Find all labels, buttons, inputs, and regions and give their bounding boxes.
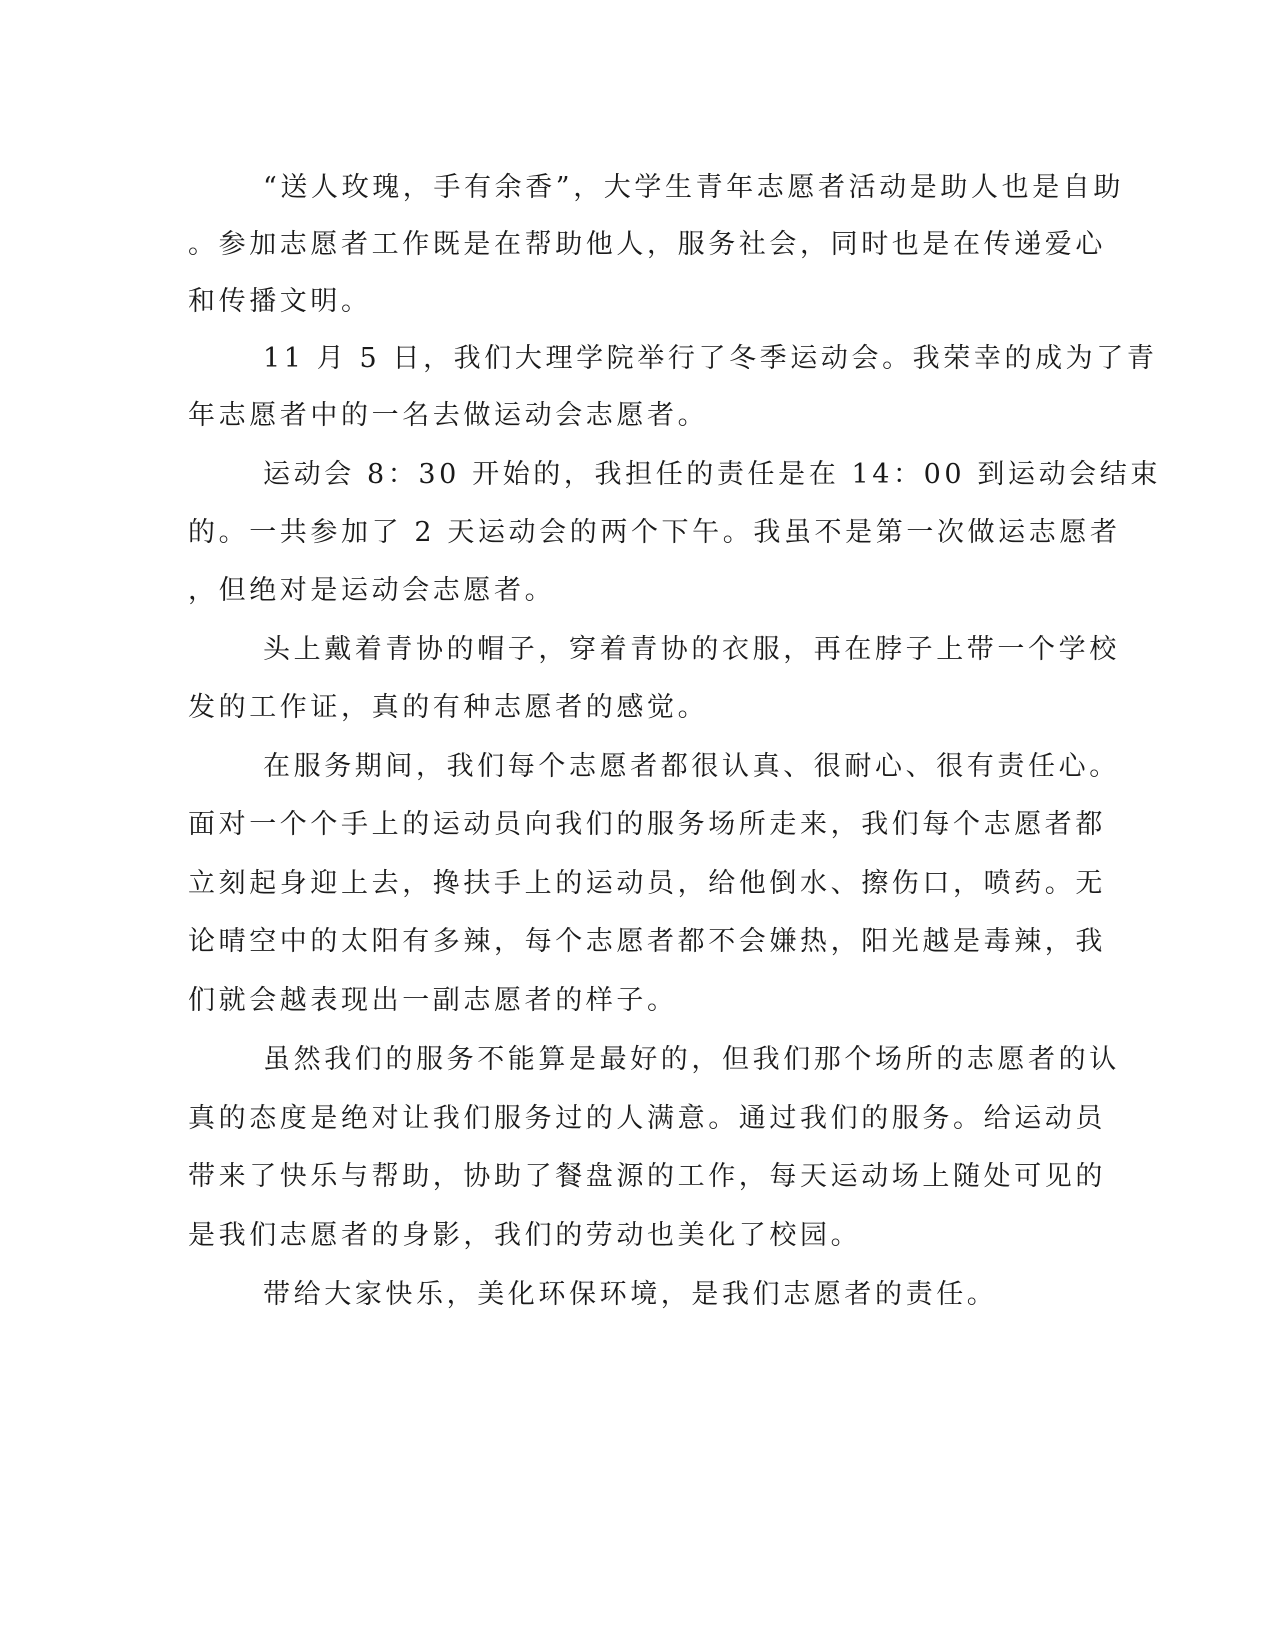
paragraph-3-line-3: ，但绝对是运动会志愿者。 [188, 575, 556, 606]
paragraph-2-line-2: 年志愿者中的一名去做运动会志愿者。 [188, 400, 709, 431]
paragraph-4-line-2: 发的工作证，真的有种志愿者的感觉。 [188, 692, 709, 723]
paragraph-5-line-3: 立刻起身迎上去，搀扶手上的运动员，给他倒水、擦伤口，喷药。无 [188, 868, 1106, 899]
paragraph-1-line-2: 。参加志愿者工作既是在帮助他人，服务社会，同时也是在传递爱心 [188, 229, 1106, 260]
paragraph-5-line-4: 论晴空中的太阳有多辣，每个志愿者都不会嫌热，阳光越是毒辣，我 [188, 926, 1106, 957]
paragraph-1-line-1: “送人玫瑰，手有余香”，大学生青年志愿者活动是助人也是自助 [263, 172, 1125, 203]
paragraph-6-line-1: 虽然我们的服务不能算是最好的，但我们那个场所的志愿者的认 [263, 1044, 1120, 1075]
paragraph-3-line-2: 的。一共参加了 2 天运动会的两个下午。我虽不是第一次做运志愿者 [188, 517, 1121, 548]
paragraph-6-line-2: 真的态度是绝对让我们服务过的人满意。通过我们的服务。给运动员 [188, 1103, 1106, 1134]
paragraph-6-line-4: 是我们志愿者的身影，我们的劳动也美化了校园。 [188, 1220, 862, 1251]
paragraph-5-line-2: 面对一个个手上的运动员向我们的服务场所走来，我们每个志愿者都 [188, 809, 1106, 840]
paragraph-4-line-1: 头上戴着青协的帽子，穿着青协的衣服，再在脖子上带一个学校 [263, 634, 1120, 665]
paragraph-5-line-1: 在服务期间，我们每个志愿者都很认真、很耐心、很有责任心。 [263, 751, 1120, 782]
paragraph-2-line-1: 11 月 5 日，我们大理学院举行了冬季运动会。我荣幸的成为了青 [263, 343, 1158, 374]
paragraph-5-line-5: 们就会越表现出一副志愿者的样子。 [188, 985, 678, 1016]
paragraph-7-line-1: 带给大家快乐，美化环保环境，是我们志愿者的责任。 [263, 1279, 998, 1310]
paragraph-3-line-1: 运动会 8：30 开始的，我担任的责任是在 14：00 到运动会结束 [263, 459, 1161, 490]
paragraph-1-line-3: 和传播文明。 [188, 286, 372, 317]
paragraph-6-line-3: 带来了快乐与帮助，协助了餐盘源的工作，每天运动场上随处可见的 [188, 1161, 1106, 1192]
